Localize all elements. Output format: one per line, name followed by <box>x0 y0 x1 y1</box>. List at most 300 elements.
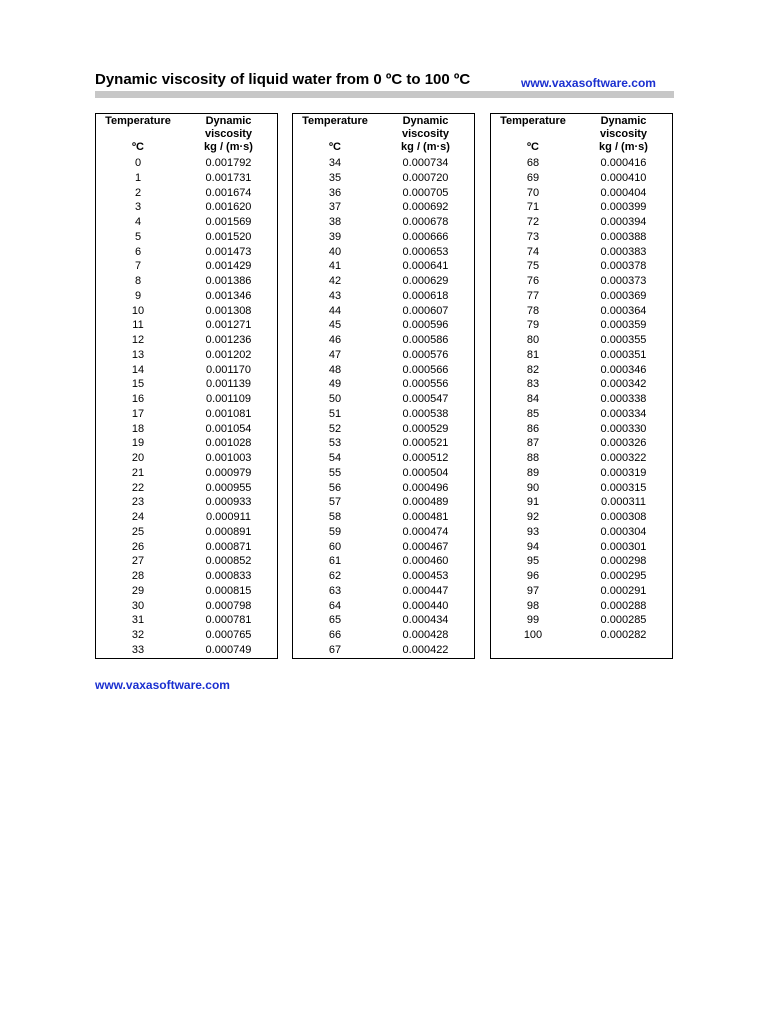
table-row <box>491 599 672 614</box>
temperature-cell: 82 <box>526 363 540 376</box>
table-row <box>491 230 672 245</box>
viscosity-cell: 0.000369 <box>600 289 647 302</box>
table-header <box>491 114 672 156</box>
viscosity-header <box>575 115 672 154</box>
table-row <box>96 407 277 422</box>
temperature-cell: 61 <box>328 555 342 568</box>
temperature-cell: 5 <box>134 230 142 243</box>
viscosity-cell: 0.001520 <box>205 230 252 243</box>
temperature-cell: 50 <box>328 393 342 405</box>
table-row <box>293 200 474 215</box>
viscosity-cell: 0.000798 <box>205 599 252 612</box>
viscosity-unit-header: kg / (m·s) <box>204 141 253 153</box>
table-row <box>293 554 474 569</box>
viscosity-cell: 0.000453 <box>402 570 449 582</box>
table-row <box>96 304 277 319</box>
viscosity-cell: 0.000422 <box>402 643 449 656</box>
temperature-cell: 68 <box>526 157 540 169</box>
table-row <box>96 451 277 466</box>
temperature-cell: 80 <box>526 334 540 346</box>
temperature-cell: 87 <box>526 437 540 450</box>
temperature-cell: 96 <box>526 570 540 582</box>
header-website-link[interactable]: www.vaxasoftware.com <box>521 76 656 90</box>
temperature-cell: 59 <box>328 525 342 538</box>
temperature-cell: 35 <box>328 171 342 184</box>
viscosity-cell: 0.000388 <box>600 230 647 243</box>
viscosity-cell: 0.001170 <box>205 363 252 376</box>
table-row <box>96 230 277 245</box>
viscosity-cell: 0.000666 <box>402 230 449 243</box>
table-row <box>491 171 672 186</box>
table-row <box>491 392 672 407</box>
viscosity-cell: 0.000304 <box>600 525 647 538</box>
temperature-cell: 23 <box>131 496 145 509</box>
table-row <box>293 215 474 230</box>
temperature-cell: 51 <box>328 407 342 420</box>
temperature-cell: 66 <box>328 629 342 641</box>
viscosity-cell: 0.001731 <box>205 171 252 184</box>
temperature-cell: 34 <box>328 157 342 169</box>
temperature-cell: 11 <box>132 319 144 332</box>
temperature-cell: 0 <box>134 157 142 169</box>
temperature-cell: 32 <box>131 629 145 641</box>
temperature-cell: 64 <box>328 599 342 612</box>
temperature-cell: 37 <box>328 201 342 214</box>
viscosity-cell: 0.000359 <box>600 319 647 332</box>
table-row <box>96 481 277 496</box>
temperature-cell: 84 <box>526 393 540 405</box>
viscosity-cell: 0.000607 <box>402 304 449 317</box>
viscosity-cell: 0.000351 <box>600 348 647 361</box>
viscosity-cell: 0.001054 <box>205 422 252 435</box>
viscosity-header-line1: Dynamic <box>205 115 252 127</box>
viscosity-cell: 0.000833 <box>205 570 252 582</box>
temperature-cell: 47 <box>328 348 342 361</box>
table-row <box>96 495 277 510</box>
temperature-cell: 26 <box>131 540 145 553</box>
temperature-cell: 29 <box>131 584 145 597</box>
viscosity-cell: 0.000364 <box>600 304 647 317</box>
viscosity-cell: 0.000322 <box>600 452 647 464</box>
viscosity-cell: 0.000521 <box>402 437 449 450</box>
temperature-cell: 77 <box>526 289 540 302</box>
temperature-cell: 83 <box>526 378 540 391</box>
viscosity-cell: 0.001386 <box>205 275 252 287</box>
table-row <box>491 304 672 319</box>
table-row <box>491 584 672 599</box>
table-row <box>293 304 474 319</box>
viscosity-cell: 0.000447 <box>402 584 449 597</box>
viscosity-cell: 0.000692 <box>402 201 449 214</box>
table-row <box>293 466 474 481</box>
temperature-cell: 14 <box>131 363 145 376</box>
temperature-cell: 90 <box>526 481 540 494</box>
viscosity-cell: 0.000979 <box>205 466 252 479</box>
table-row <box>491 510 672 525</box>
viscosity-cell: 0.000489 <box>402 496 449 509</box>
viscosity-cell: 0.001236 <box>205 334 252 346</box>
viscosity-cell: 0.000319 <box>600 466 647 479</box>
viscosity-cell: 0.000295 <box>600 570 647 582</box>
table-row <box>293 584 474 599</box>
temperature-cell: 12 <box>131 334 145 346</box>
viscosity-cell: 0.000566 <box>402 363 449 376</box>
temperature-cell: 89 <box>526 466 540 479</box>
temperature-cell: 40 <box>328 245 342 258</box>
viscosity-cell: 0.000298 <box>600 555 647 568</box>
temperature-cell: 97 <box>526 584 540 597</box>
temperature-cell: 31 <box>131 614 145 627</box>
temperature-cell: 28 <box>131 570 145 582</box>
temperature-unit-header: ºC <box>132 141 144 153</box>
viscosity-cell: 0.000301 <box>600 540 647 553</box>
viscosity-header-line2: viscosity <box>401 128 450 140</box>
table-row <box>96 392 277 407</box>
table-row <box>96 613 277 628</box>
viscosity-header-line2: viscosity <box>204 128 253 140</box>
table-row <box>293 171 474 186</box>
viscosity-cell: 0.000512 <box>402 452 449 464</box>
table-row <box>96 525 277 540</box>
viscosity-cell: 0.000765 <box>205 629 252 641</box>
viscosity-cell: 0.000291 <box>600 584 647 597</box>
table-row <box>293 348 474 363</box>
page-title: Dynamic viscosity of liquid water from 0 ºC to 100 ºC <box>95 71 471 88</box>
table-row <box>96 259 277 274</box>
table-row <box>293 333 474 348</box>
viscosity-cell: 0.000653 <box>402 245 449 258</box>
table-row <box>491 318 672 333</box>
table-row <box>293 186 474 201</box>
table-row <box>96 245 277 260</box>
viscosity-cell: 0.001792 <box>205 157 252 169</box>
table-row <box>293 377 474 392</box>
table-row <box>96 289 277 304</box>
viscosity-cell: 0.000399 <box>600 201 647 214</box>
temperature-cell: 43 <box>328 289 342 302</box>
viscosity-cell: 0.000383 <box>600 245 647 258</box>
viscosity-cell: 0.000474 <box>402 525 449 538</box>
viscosity-cell: 0.000871 <box>205 540 252 553</box>
viscosity-header-line2: viscosity <box>599 128 648 140</box>
temperature-cell: 94 <box>526 540 540 553</box>
viscosity-cell: 0.000346 <box>600 363 647 376</box>
viscosity-cell: 0.000440 <box>402 599 449 612</box>
table-rows <box>96 156 277 658</box>
temperature-cell: 19 <box>131 437 145 450</box>
temperature-cell: 24 <box>131 511 145 523</box>
viscosity-cell: 0.000891 <box>205 525 252 538</box>
table-row <box>491 333 672 348</box>
viscosity-table-3 <box>490 113 673 659</box>
viscosity-cell: 0.000467 <box>402 540 449 553</box>
temperature-header: Temperature <box>105 115 171 127</box>
table-row <box>293 613 474 628</box>
temperature-cell: 99 <box>526 614 540 627</box>
temperature-cell: 92 <box>526 511 540 523</box>
table-row <box>491 481 672 496</box>
temperature-cell: 73 <box>526 230 540 243</box>
temperature-cell: 79 <box>526 319 540 332</box>
table-row <box>491 245 672 260</box>
table-row <box>491 466 672 481</box>
temperature-cell: 22 <box>131 481 145 494</box>
table-row <box>293 540 474 555</box>
table-header <box>96 114 277 156</box>
viscosity-cell: 0.000285 <box>600 614 647 627</box>
viscosity-cell: 0.000586 <box>402 334 449 346</box>
temperature-cell: 53 <box>328 437 342 450</box>
table-row <box>293 481 474 496</box>
viscosity-cell: 0.000911 <box>205 511 252 523</box>
table-row <box>96 510 277 525</box>
table-row <box>293 259 474 274</box>
temperature-cell: 56 <box>328 481 342 494</box>
viscosity-cell: 0.001109 <box>205 393 252 405</box>
viscosity-cell: 0.000547 <box>402 393 449 405</box>
table-row <box>491 156 672 171</box>
table-rows <box>491 156 672 643</box>
table-row <box>96 436 277 451</box>
temperature-cell: 58 <box>328 511 342 523</box>
viscosity-cell: 0.000720 <box>402 171 449 184</box>
temperature-cell: 42 <box>328 275 342 287</box>
temperature-cell: 25 <box>131 525 145 538</box>
viscosity-cell: 0.000596 <box>402 319 449 332</box>
temperature-cell: 78 <box>526 304 540 317</box>
temperature-cell: 93 <box>526 525 540 538</box>
viscosity-header-line1: Dynamic <box>402 115 449 127</box>
table-row <box>293 569 474 584</box>
table-row <box>96 348 277 363</box>
temperature-cell: 44 <box>328 304 342 317</box>
viscosity-cell: 0.000852 <box>205 555 252 568</box>
table-row <box>293 274 474 289</box>
viscosity-cell: 0.000529 <box>402 422 449 435</box>
viscosity-cell: 0.000504 <box>402 466 449 479</box>
viscosity-header <box>180 115 277 154</box>
temperature-cell: 54 <box>328 452 342 464</box>
viscosity-header-line1: Dynamic <box>600 115 647 127</box>
table-row <box>293 156 474 171</box>
viscosity-cell: 0.000315 <box>600 481 647 494</box>
table-row <box>96 554 277 569</box>
footer-website-link[interactable]: www.vaxasoftware.com <box>95 678 230 692</box>
viscosity-cell: 0.001271 <box>205 319 252 332</box>
temperature-cell: 63 <box>328 584 342 597</box>
viscosity-cell: 0.000338 <box>600 393 647 405</box>
table-row <box>293 525 474 540</box>
viscosity-cell: 0.000556 <box>402 378 449 391</box>
temperature-cell: 9 <box>134 289 142 302</box>
viscosity-cell: 0.001003 <box>205 452 252 464</box>
temperature-cell: 2 <box>134 186 142 199</box>
viscosity-cell: 0.000355 <box>600 334 647 346</box>
viscosity-cell: 0.000410 <box>600 171 647 184</box>
viscosity-header <box>377 115 474 154</box>
viscosity-cell: 0.000815 <box>205 584 252 597</box>
temperature-cell: 27 <box>131 555 145 568</box>
table-row <box>491 377 672 392</box>
table-row <box>491 186 672 201</box>
viscosity-cell: 0.000576 <box>402 348 449 361</box>
viscosity-cell: 0.000749 <box>205 643 252 656</box>
viscosity-cell: 0.000311 <box>600 496 647 509</box>
viscosity-cell: 0.000955 <box>205 481 252 494</box>
temperature-cell: 91 <box>526 496 540 509</box>
table-row <box>491 348 672 363</box>
temperature-cell: 41 <box>328 260 342 273</box>
viscosity-cell: 0.000330 <box>600 422 647 435</box>
temperature-cell: 1 <box>134 171 142 184</box>
table-row <box>96 584 277 599</box>
temperature-cell: 95 <box>526 555 540 568</box>
viscosity-cell: 0.000678 <box>402 216 449 228</box>
temperature-cell: 15 <box>131 378 145 391</box>
viscosity-cell: 0.001620 <box>205 201 252 214</box>
table-row <box>96 377 277 392</box>
temperature-cell: 60 <box>328 540 342 553</box>
temperature-cell: 100 <box>523 629 543 641</box>
table-row <box>293 245 474 260</box>
table-row <box>491 569 672 584</box>
table-row <box>96 186 277 201</box>
table-row <box>491 613 672 628</box>
viscosity-cell: 0.001346 <box>205 289 252 302</box>
temperature-cell: 20 <box>131 452 145 464</box>
temperature-cell: 71 <box>526 201 540 214</box>
table-row <box>293 422 474 437</box>
table-row <box>293 363 474 378</box>
table-row <box>491 451 672 466</box>
temperature-cell: 88 <box>526 452 540 464</box>
viscosity-cell: 0.001308 <box>205 304 252 317</box>
table-row <box>96 363 277 378</box>
table-row <box>293 230 474 245</box>
table-row <box>96 171 277 186</box>
temperature-cell: 85 <box>526 407 540 420</box>
viscosity-cell: 0.000373 <box>600 275 647 287</box>
table-row <box>96 569 277 584</box>
temperature-cell: 86 <box>526 422 540 435</box>
viscosity-table-1 <box>95 113 278 659</box>
temperature-cell: 10 <box>131 304 145 317</box>
temperature-cell: 45 <box>328 319 342 332</box>
table-row <box>293 495 474 510</box>
table-row <box>96 318 277 333</box>
viscosity-cell: 0.000416 <box>600 157 647 169</box>
temperature-cell: 76 <box>526 275 540 287</box>
table-row <box>293 407 474 422</box>
table-row <box>96 643 277 658</box>
table-row <box>96 422 277 437</box>
viscosity-cell: 0.000460 <box>402 555 449 568</box>
temperature-cell: 7 <box>134 260 142 273</box>
temperature-cell: 74 <box>526 245 540 258</box>
table-row <box>293 451 474 466</box>
viscosity-cell: 0.000705 <box>402 186 449 199</box>
table-row <box>491 274 672 289</box>
viscosity-cell: 0.000933 <box>205 496 252 509</box>
temperature-cell: 65 <box>328 614 342 627</box>
viscosity-cell: 0.000326 <box>600 437 647 450</box>
table-row <box>491 540 672 555</box>
table-row <box>96 540 277 555</box>
table-row <box>96 466 277 481</box>
table-row <box>491 215 672 230</box>
temperature-cell: 17 <box>131 407 145 420</box>
viscosity-cell: 0.001473 <box>205 245 252 258</box>
temperature-cell: 57 <box>328 496 342 509</box>
temperature-cell: 6 <box>134 245 142 258</box>
table-row <box>491 495 672 510</box>
temperature-cell: 39 <box>328 230 342 243</box>
viscosity-cell: 0.000434 <box>402 614 449 627</box>
table-row <box>293 510 474 525</box>
table-row <box>491 407 672 422</box>
temperature-cell: 98 <box>526 599 540 612</box>
table-row <box>491 525 672 540</box>
table-row <box>491 554 672 569</box>
temperature-cell: 75 <box>526 260 540 273</box>
viscosity-unit-header: kg / (m·s) <box>401 141 450 153</box>
table-row <box>491 422 672 437</box>
viscosity-cell: 0.000404 <box>600 186 647 199</box>
viscosity-cell: 0.001202 <box>205 348 252 361</box>
table-row <box>96 215 277 230</box>
viscosity-cell: 0.001028 <box>205 437 252 450</box>
table-row <box>293 392 474 407</box>
viscosity-table-2 <box>292 113 475 659</box>
temperature-cell: 72 <box>526 216 540 228</box>
temperature-header: Temperature <box>500 115 566 127</box>
viscosity-cell: 0.001429 <box>205 260 252 273</box>
temperature-cell: 70 <box>526 186 540 199</box>
temperature-unit-header: ºC <box>329 141 341 153</box>
viscosity-cell: 0.000629 <box>402 275 449 287</box>
table-row <box>293 436 474 451</box>
viscosity-cell: 0.000282 <box>600 629 647 641</box>
table-row <box>293 643 474 658</box>
table-header <box>293 114 474 156</box>
temperature-cell: 48 <box>328 363 342 376</box>
temperature-cell: 21 <box>131 466 145 479</box>
table-row <box>96 333 277 348</box>
temperature-cell: 33 <box>131 643 145 656</box>
viscosity-cell: 0.000641 <box>402 260 449 273</box>
table-rows <box>293 156 474 658</box>
viscosity-cell: 0.000781 <box>205 614 252 627</box>
table-row <box>491 200 672 215</box>
table-row <box>491 363 672 378</box>
temperature-cell: 46 <box>328 334 342 346</box>
table-row <box>96 156 277 171</box>
viscosity-cell: 0.000538 <box>402 407 449 420</box>
viscosity-cell: 0.001674 <box>205 186 252 199</box>
temperature-cell: 69 <box>526 171 540 184</box>
temperature-cell: 18 <box>131 422 145 435</box>
temperature-cell: 4 <box>134 216 142 228</box>
viscosity-cell: 0.001569 <box>205 216 252 228</box>
temperature-cell: 30 <box>131 599 145 612</box>
temperature-unit-header: ºC <box>527 141 539 153</box>
temperature-cell: 55 <box>328 466 342 479</box>
temperature-cell: 52 <box>328 422 342 435</box>
viscosity-cell: 0.000618 <box>402 289 449 302</box>
viscosity-unit-header: kg / (m·s) <box>599 141 648 153</box>
table-row <box>96 599 277 614</box>
table-row <box>491 259 672 274</box>
